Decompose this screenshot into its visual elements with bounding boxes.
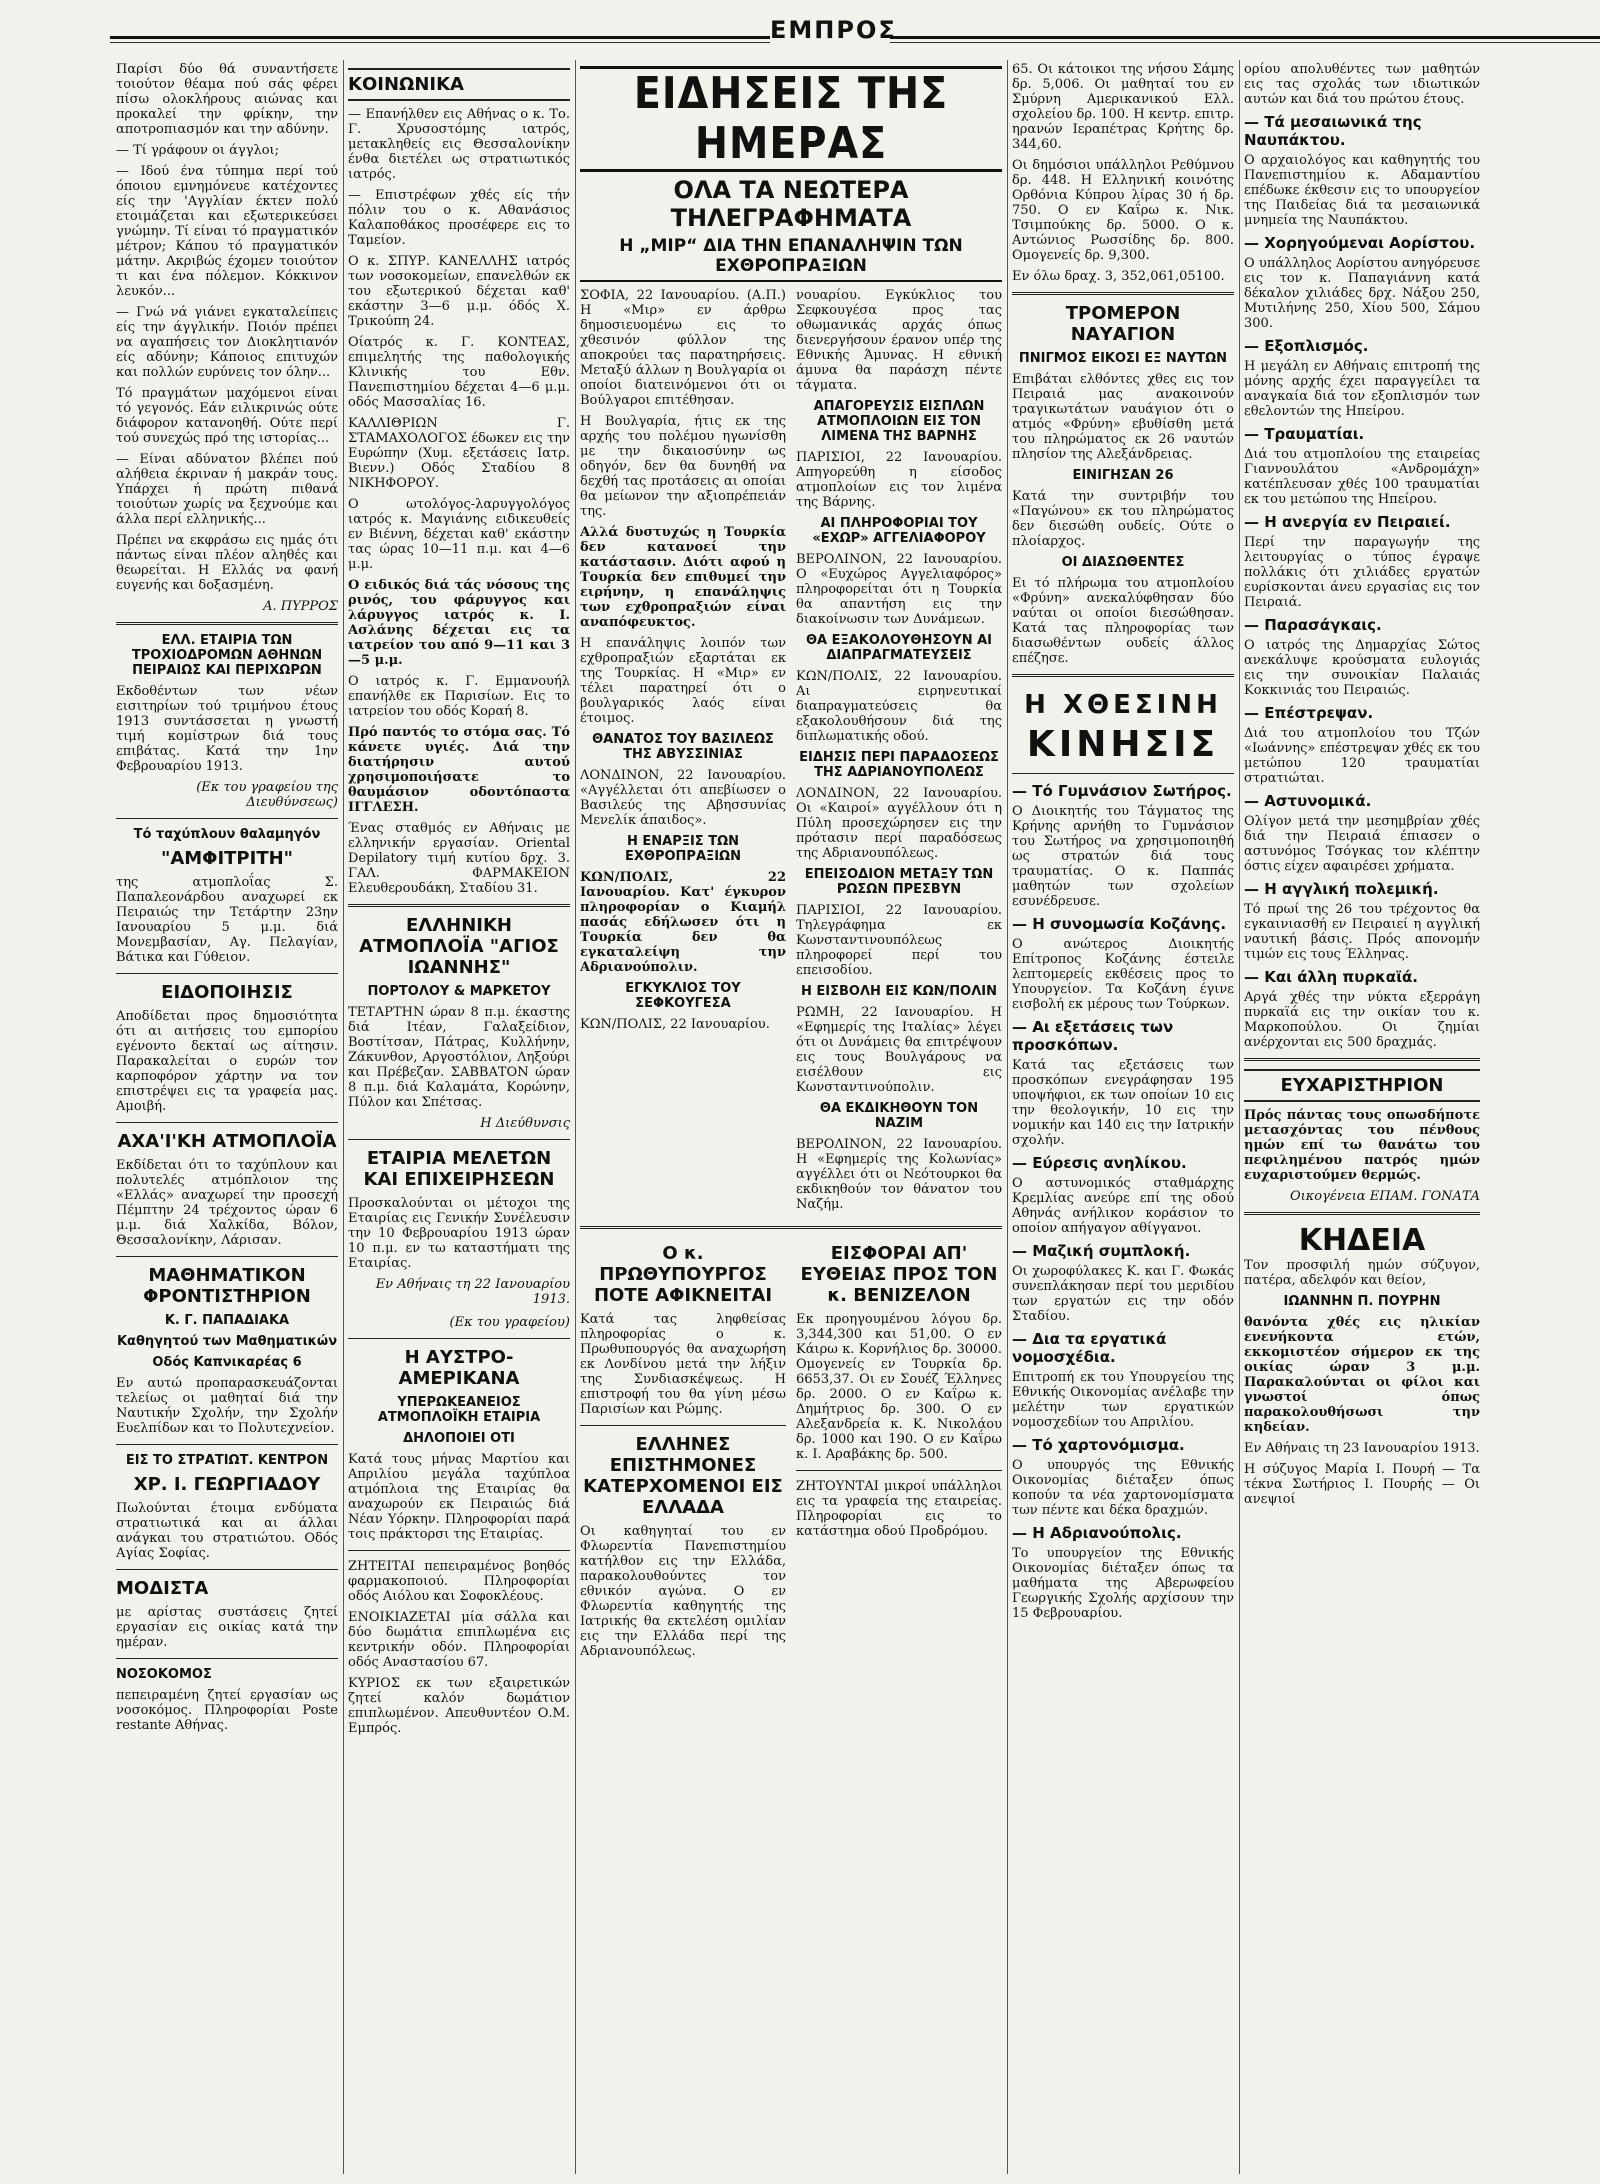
article-paragraph: Ολίγον μετά την μεσημβρίαν χθές διά την Πειραιά έπιασεν ο αστυνόμος Τσόγκας τον κλέπτην όστις είχεν αφαιρέσει χρήματα. (1244, 814, 1480, 874)
article-paragraph: Ο ιατρός της Δημαρχίας Σώτος ανεκάλυψε κρούσματα ευλογιάς εις την συνοικίαν Παλαιάς Κοκκινιάς του Πειραιώς. (1244, 638, 1480, 698)
news-paragraph: Η επανάληψις λοιπόν των εχθροπραξιών εξαρτάται εκ της Τουρκίας. Η «Μιρ» εν τέλει παρατηρεί ότι ο βουλγαρικός λαός είναι έτοιμος. (580, 636, 786, 726)
social-paragraph: Ο ιατρός κ. Γ. Εμμανουήλ επανήλθε εκ Παρισίων. Εις το ιατρείον του οδός Κοραή 8. (348, 674, 570, 719)
news-paragraph: ΡΩΜΗ, 22 Ιανουαρίου. Η «Εφημερίς της Ιταλίας» λέγει ότι οι Δυνάμεις θα επιτρέψουν εις τους Βουλγάρους να εισέλθουν εις Κωνσταντινούπολιν. (796, 1005, 1002, 1095)
ad-subtitle: ΠΟΡΤΟΛΟΥ & ΜΑΡΚΕΤΟΥ (367, 984, 551, 999)
column-rule (575, 60, 576, 2174)
article-paragraph: — Ιδού ένα τύπημα περί τού όποιου εμνημόνευε κατέχοντες είς την 'Αγγλίαν έκτεν πολύ ετοιμάζεται και εξωτερικεύσει γνώμην. Τί είναι τό πραγματικόν μέτρον; Κάπου τό πραγματικόν μάτην. Ακριβώς έχομεν τοιούτον τι και ένα πόλεμον. Κόκκινον λευκόν... (116, 164, 338, 299)
news-paragraph: ΚΩΝ/ΠΟΛΙΣ, 22 Ιανουαρίου. (580, 1017, 770, 1032)
news-lower-left (580, 1237, 786, 1665)
divider (116, 973, 338, 974)
divider (348, 1338, 570, 1339)
news-paragraph: ΚΩΝ/ΠΟΛΙΣ, 22 Ιανουαρίου. Αι ειρηνευτικαί διαπραγματεύσεις θα εξακολουθήσουν διά της διπλωματικής οδού. (796, 669, 1002, 744)
item-heading: — Επέστρεψαν. (1244, 704, 1374, 722)
news-subheading: Η ΕΝΑΡΞΙΣ ΤΩΝ ΕΧΘΡΟΠΡΑΞΙΩΝ (625, 834, 741, 864)
article-paragraph: Κατά τας εξετάσεις των προσκόπων ενεγράφησαν 195 υποψήφιοι, εκ των οποίων 10 εις την θεολογικήν, 10 εις την νομικήν και 140 εις την Ιατρικήν σχολήν. (1012, 1058, 1234, 1148)
news-subheading: ΘΑ ΕΚΔΙΚΗΘΟΥΝ ΤΟΝ ΝΑΖΙΜ (819, 1101, 979, 1131)
classified-ad: ΚΥΡΙΟΣ εκ των εξαιρετικών ζητεί καλόν δωμάτιον επιπλωμένον. Απευθυντέον Ο.Μ. Εμπρός. (348, 1676, 570, 1736)
news-paragraph: Αλλά δυστυχώς η Τουρκία δεν κατανοεί την κατάστασιν. Διότι αφού η Τουρκία δεν επιθυμεί την ειρήνην, η επανάληψις των εχθροπραξιών είναι αναπόφευκτος. (580, 525, 786, 630)
column-4 (1012, 62, 1234, 2176)
news-lower-right (796, 1237, 1002, 1665)
article-signature: Α. ΠΥΡΡΟΣ (263, 599, 338, 614)
item-heading: — Τραυματίαι. (1244, 425, 1365, 443)
ad-title: ΕΙΔΟΠΟΙΗΣΙΣ (161, 982, 293, 1003)
column-rule (1007, 60, 1008, 2174)
ad-text: ΤΕΤΑΡΤΗΝ ώραν 8 π.μ. έκαστης διά Ιτέαν, Γαλαξείδιον, Βοστίτσαν, Πάτρας, Κυλλήνην, Ζάκυνθον, Αργοστόλιον, Ληξούρι και Πρέβεζαν. ΣΑΒΒΑΤΟΝ ώραν 8 π.μ. διά Καλαμάτα, Κορώνην, Πύλον και Σπέτσας. (348, 1005, 570, 1110)
section-heading: ΚΟΙΝΩΝΙΚΑ (348, 68, 570, 101)
divider (116, 1569, 338, 1570)
article-paragraph: ορίου απολυθέντες των μαθητών εις τας σχολάς των ιδιωτικών αυτών και διά του πρώτου έτους. (1244, 62, 1480, 107)
article-paragraph: Το υπουργείον της Εθνικής Οικονομίας διέταξεν όπως τα μαθήματα της Αβερωφείου Γεωργικής Σχολής αρχίσουν την 15 Φεβρουαρίου. (1012, 1546, 1234, 1621)
news-headline: ΕΛΛΗΝΕΣ ΕΠΙΣΤΗΜΟΝΕΣ ΚΑΤΕΡΧΟΜΕΝΟΙ ΕΙΣ ΕΛΛΑΔΑ (583, 1434, 783, 1518)
article-paragraph: Διά του ατμοπλοίου της εταιρείας Γιαννουλάτου «Ανδρομάχη» κατέπλευσαν χθές 100 τραυματίαι εκ του μετώπου της Ηπείρου. (1244, 447, 1480, 507)
divider (116, 1122, 338, 1123)
divider (348, 1550, 570, 1551)
ad-title: ΜΟΔΙΣΤΑ (116, 1578, 209, 1599)
ad-text: πεπειραμένη ζητεί εργασίαν ως νοσοκόμος. Πληροφορίαι Poste restante Αθήνας. (116, 1688, 338, 1733)
article-paragraph: Διά του ατμοπλοίου του Τζών «Ιωάννης» επέστρεψαν χθές εκ του μετώπου 120 τραυματίαι στρατιώται. (1244, 726, 1480, 786)
social-paragraph: — Επανήλθεν εις Αθήνας ο κ. Το. Γ. Χρυσοστόμης ιατρός, μετακληθείς εις Θεσσαλονίκην ένθα διετέλει ως στρατιωτικός ιατρός. (348, 107, 570, 182)
article-paragraph: Επιτροπή εκ του Υπουργείου της Εθνικής Οικονομίας ανέλαβε την μελέτην των εργατικών νομοσχεδίων του Απριλίου. (1012, 1370, 1234, 1430)
social-paragraph: Ο κ. ΣΠΥΡ. ΚΑΝΕΛΛΗΣ ιατρός των νοσοκομείων, επανελθών εκ του εξωτερικού δέχεται καθ' εκάστην 3—6 μ.μ. όδός Χ. Τρικούπη 24. (348, 254, 570, 329)
social-paragraph: Ο ειδικός διά τάς νόσους της ρινός, του φάρυγγος και λάρυγγος ιατρός κ. Ι. Ασλάνης δέχεται εις τα ιατρείον του από 9—11 και 3—5 μ.μ. (348, 578, 570, 668)
divider (1244, 1058, 1480, 1061)
item-heading: — Εύρεσις ανηλίκου. (1012, 1154, 1187, 1172)
news-paragraph: ΒΕΡΟΛΙΝΟΝ, 22 Ιανουαρίου. Ο «Ευχώρος Αγγελιαφόρος» πληροφορείται ότι η Τουρκία θα απαντήση εις την διακοίνωσιν των Δυνάμεων. (796, 552, 1002, 627)
notice-signature: Οικογένεια ΕΠΑΜ. ΓΟΝΑΤΑ (1289, 1189, 1480, 1204)
divider (580, 1425, 786, 1426)
social-paragraph: — Επιστρέφων χθές είς τήν πόλιν του ο κ. Αθανάσιος Καλαποθάκος προσέφερε εις το Ταμείον. (348, 188, 570, 248)
divider (796, 1470, 1002, 1471)
article-paragraph: — Γνώ νά γιάνει εγκαταλείπεις είς την άγγλικήν. Ποιόν πρέπει να αγαπήσεις τον Διοκλητιανόν είς αδύνην; Κάποιος επιτυχών και πολλών ευρύνεις τον όλην... (116, 305, 338, 380)
news-headline: ΤΡΟΜΕΡΟΝ ΝΑΥΑΓΙΟΝ (1065, 303, 1181, 345)
masthead-title: ΕΜΠΡΟΣ (770, 16, 897, 44)
item-heading: — Χορηγούμεναι Αορίστου. (1244, 234, 1476, 252)
article-paragraph: Τό πρωί της 26 του τρέχοντος θα εγκαινιασθή εν Πειραιεί η αγγλική ναυτική βάσις. Πρός απονομήν τιμών εις τους Έλληνας. (1244, 902, 1480, 962)
item-heading: — Τό Γυμνάσιον Σωτήρος. (1012, 782, 1232, 800)
ad-title: Η ΑΥΣΤΡΟ-ΑΜΕΡΙΚΑΝΑ (398, 1347, 520, 1389)
ad-title: ΝΟΣΟΚΟΜΟΣ (116, 1667, 212, 1682)
social-paragraph: Ένας σταθμός εν Αθήναις με ελληνικήν εργασίαν. Oriental Depilatory τιμή κυτίου δρχ. 3. ΓΑΛ. ΦΑΡΜΑΚΕΙΟΝ Ελευθερουδάκη, Σταδίου 31. (348, 821, 570, 896)
news-headline: Ο κ. ΠΡΩΘΥΠΟΥΡΓΟΣ ΠΟΤΕ ΑΦΙΚΝΕΙΤΑΙ (593, 1243, 773, 1306)
news-paragraph: ΠΑΡΙΣΙΟΙ, 22 Ιανουαρίου. Απηγορεύθη η είσοδος ατμοπλοίων εις τον λιμένα της Βάρνης. (796, 450, 1002, 510)
item-heading: — Και άλλη πυρκαϊά. (1244, 968, 1418, 986)
news-left-column (580, 288, 786, 1218)
divider (1012, 773, 1234, 774)
article-paragraph: Ο Διοικητής του Τάγματος της Κρήνης αρνήθη το Γυμνάσιον του Σωτήρος να χρησιμοποιηθή ως στρατών διά τους τραυματίας. Ο κ. Παππάς μαθητών των σχολείων εσυνέδρευσε. (1012, 804, 1234, 909)
ad-text: με αρίστας συστάσεις ζητεί εργασίαν εις οικίας κατά την ημέραν. (116, 1605, 338, 1650)
news-paragraph: Η Βουλγαρία, ήτις εκ της αρχής του πολέμου ηγωνίσθη με την δικαιοσύνην ως οδηγόν, δεν θα δυνηθή να δεχθή τας προτάσεις αι οποίαι θα μείωνον την αξιοπρέπειάν της. (580, 414, 786, 519)
funeral-text: θανόντα χθές εις ηλικίαν ενενήκοντα ετών, εκκομιστέον σήμερον εκ της οικίας ώραν 3 μ.μ. Παρακαλούνται οι φίλοι και γνωστοί όπως παρακολουθήσωσι την κηδείαν. (1244, 1315, 1480, 1435)
column-3-news (580, 62, 1002, 2176)
column-rule (343, 60, 344, 2174)
news-paragraph: ΛΟΝΔΙΝΟΝ, 22 Ιανουαρίου. Οι «Καιροί» αγγέλλουν ότι η Πύλη προσεχώρησεν εις την πρότασιν περί παραδόσεως της Αδριανουπόλεως. (796, 786, 1002, 861)
news-headline: Η „ΜΙΡ“ ΔΙΑ ΤΗΝ ΕΠΑΝΑΛΗΨΙΝ ΤΩΝ ΕΧΘΡΟΠΡΑΞΙΩΝ (580, 236, 1002, 282)
item-heading: — Τά μεσαιωνικά της Ναυπάκτου. (1244, 113, 1422, 149)
article-paragraph: Οι χωροφύλακες Κ. και Γ. Φωκάς συνεπλάκησαν περί του μεριδίου των εργατών εις την οδόν Σταδίου. (1012, 1264, 1234, 1324)
article-paragraph: Οι δημόσιοι υπάλληλοι Ρεθύμνου δρ. 448. Η Ελληνική κοινότης Ορθόνια Κύπρου λίρας 30 ή δρ. 750. Ο εν Καΐρω κ. Νικ. Τσιμπούκης δρ. 5000. Ο κ. Αντώνιος Ρωσσίδης δρ. 800. Ομογενείς δρ. 9,300. (1012, 158, 1234, 263)
divider (580, 1226, 1002, 1229)
ad-pretitle: Τό ταχύπλουν θαλαμηγόν (133, 827, 321, 842)
news-subheading: ΕΠΕΙΣΟΔΙΟΝ ΜΕΤΑΞΥ ΤΩΝ ΡΩΣΩΝ ΠΡΕΣΒΥΝ (804, 867, 994, 897)
divider (116, 1444, 338, 1445)
news-lower-columns (580, 1237, 1002, 1665)
item-heading: — Η συνομωσία Κοζάνης. (1012, 915, 1227, 933)
ad-text: Εκδίδεται ότι το ταχύπλουν και πολυτελές ατμόπλοιον της «Ελλάς» αναχωρεί την προσεχή Πέμπτην 24 τρέχοντος ώραν 6 μ.μ. διά Χαλκίδα, Βόλον, Θεσσαλονίκην, Λάρισαν. (116, 1158, 338, 1248)
news-paragraph: ΣΟΦΙΑ, 22 Ιανουαρίου. (Α.Π.) Η «Μιρ» εν άρθρω δημοσιευομένω εις το χθεσινόν φύλλον της αποκρούει τας παρατηρήσεις. Μεταξύ άλλων η Βουλγαρία οι οποίοι διατεινόμενοι ότι οι Βούλγαροι επιτέθησαν. (580, 288, 786, 408)
item-heading: — Εξοπλισμός. (1244, 337, 1369, 355)
news-two-columns (580, 288, 1002, 1218)
ad-subtitle: Κ. Γ. ΠΑΠΑΔΙΑΚΑ (164, 1313, 290, 1328)
classified-ad: ΖΗΤΟΥΝΤΑΙ μικροί υπάλληλοι εις τα γραφεία της εταιρείας. Πληροφορίαι εις το κατάστημα οδού Προδρόμου. (796, 1479, 1002, 1539)
news-subheading: ΘΑ ΕΞΑΚΟΛΟΥΘΗΣΟΥΝ ΑΙ ΔΙΑΠΡΑΓΜΑΤΕΥΣΕΙΣ (805, 633, 993, 663)
ad-title: ΜΑΘΗΜΑΤΙΚΟΝ ΦΡΟΝΤΙΣΤΗΡΙΟΝ (143, 1265, 311, 1307)
article-paragraph: — Τί γράφουν οι άγγλοι; (116, 143, 280, 158)
ad-signature: Η Διεύθυνσις (480, 1116, 570, 1131)
news-subheading: ΕΓΚΥΚΛΙΟΣ ΤΟΥ ΣΕΦΚΟΥΓΕΣΑ (625, 981, 741, 1011)
article-paragraph: Παρίσι δύο θά συναντήσετε τοιούτον θέαμα πού σάς φέρει πίσω ολοκλήρους αιώνας και προκαλεί την φρίκην, την αποτροπιασμόν και την αδύνην. (116, 62, 338, 137)
news-subheading: ΘΑΝΑΤΟΣ ΤΟΥ ΒΑΣΙΛΕΩΣ ΤΗΣ ΑΒΥΣΣΙΝΙΑΣ (592, 732, 774, 762)
news-headline: ΕΙΣΦΟΡΑΙ ΑΠ' ΕΥΘΕΙΑΣ ΠΡΟΣ ΤΟΝ κ. ΒΕΝΙΖΕΛΟΝ (800, 1243, 998, 1306)
news-paragraph: ΛΟΝΔΙΝΟΝ, 22 Ιανουαρίου. «Αγγέλλεται ότι απεβίωσεν ο Βασιλεύς της Αβησσυνίας Μενελίκ άπαιδος». (580, 768, 786, 828)
social-paragraph: ΚΑΛΛΙΘΡΙΩΝ Γ. ΣΤΑΜΑΧΟΛΟΓΟΣ έδωκεν εις την Ευρώπην (Χυμ. εξετάσεις Ιατρ. Βιενν.) Οδός Σταδίου 8 ΝΙΚΗΦΟΡΟΥ. (348, 416, 570, 491)
column-rule (1239, 60, 1240, 2174)
news-paragraph: νουαρίου. Εγκύκλιος του Σεφκουγέσα προς τας οθωμανικάς αρχάς όπως διενεργήσουν έρανον υπέρ της Εθνικής Άμυνας. Η εθνική άμυνα θα παράσχη πέντε τάγματα. (796, 288, 1002, 393)
column-5 (1244, 62, 1480, 2176)
ad-text: Εκδοθέντων των νέων εισιτηρίων τού τριμήνου έτους 1913 συντάσσεται η γνωστή τιμή κομίστρων διά τους επιβάτας. Κατά την 1ην Φεβρουαρίου 1913. (116, 684, 338, 774)
article-paragraph: Ο υπάλληλος Αορίστου ανηγόρευσε εις τον κ. Παπαγιάννη κατά δέκαλον χιλιάδες δρχ. Νάξου 250, Μυτιλήνης 250, Χίου 500, Σάμου 300. (1244, 256, 1480, 331)
section-title: ΚΙΝΗΣΙΣ (1026, 724, 1220, 765)
social-paragraph: Οίατρός κ. Γ. ΚΟΝΤΕΑΣ, επιμελητής της παθολογικής Κλινικής του Εθν. Πανεπιστημίου δέχεται 4—6 μ.μ. οδός Μασσαλίας 16. (348, 335, 570, 410)
funeral-date: Εν Αθήναις τη 23 Ιανουαρίου 1913. (1244, 1441, 1480, 1456)
news-banner-title: ΕΙΔΗΣΕΙΣ ΤΗΣ ΗΜΕΡΑΣ (580, 66, 1002, 172)
item-heading: — Αστυνομικά. (1244, 792, 1372, 810)
news-subheading: ΕΙΝΙΓΗΣΑΝ 26 (1072, 468, 1174, 483)
news-subheading: Η ΕΙΣΒΟΛΗ ΕΙΣ ΚΩΝ/ΠΟΛΙΝ (800, 984, 997, 999)
article-paragraph: Η μεγάλη εν Αθήναις επιτροπή της μόνης αρχής έχει παραγγείλει τα αναγκαία διά τον εξοπλισμόν των εθελοντών της Ηπείρου. (1244, 359, 1480, 419)
ad-name: ΧΡ. Ι. ΓΕΩΡΓΙΑΔΟΥ (133, 1474, 321, 1495)
ad-title: ΕΤΑΙΡΙΑ ΜΕΛΕΤΩΝ ΚΑΙ ΕΠΙΧΕΙΡΗΣΕΩΝ (363, 1148, 555, 1190)
ad-subtitle: ΔΗΛΟΠΟΙΕΙ ΟΤΙ (403, 1431, 515, 1446)
divider (1012, 292, 1234, 295)
funeral-text: Τον προσφιλή ημών σύζυγον, πατέρα, αδελφόν και θείον, (1244, 1258, 1480, 1288)
classified-ad: ΖΗΤΕΙΤΑΙ πεπειραμένος βοηθός φαρμακοποιού. Πληροφορίαι οδός Αιόλου και Σοφοκλέους. (348, 1559, 570, 1604)
article-paragraph: Κατά την συντριβήν του «Παγώνου» εκ του πληρώματος δεν διεσώθη ουδείς. Ούτε ο πλοίαρχος. (1012, 489, 1234, 549)
item-heading: — Η Αδριανούπολις. (1012, 1524, 1182, 1542)
article-paragraph: 65. Οι κάτοικοι της νήσου Σάμης δρ. 5,006. Οι μαθηταί του εν Σμύρνη Αμερικανικού Ελλ. σχολείου δρ. 100. Η κεντρ. επιτρ. ηρανών Ιεραπέτρας Κρήτης δρ. 344,60. (1012, 62, 1234, 152)
news-paragraph: ΠΑΡΙΣΙΟΙ, 22 Ιανουαρίου. Τηλεγράφημα εκ Κωνσταντινουπόλεως πληροφορεί περί του επεισοδίου. (796, 903, 1002, 978)
ad-text: Πωλούνται έτοιμα ενδύματα στρατιωτικά και αι άλλαι ανάγκαι του στρατιώτου. Οδός Αγίας Σοφίας. (116, 1501, 338, 1561)
news-subheading: ΕΙΔΗΣΙΣ ΠΕΡΙ ΠΑΡΑΔΟΣΕΩΣ ΤΗΣ ΑΔΡΙΑΝΟΥΠΟΛΕΩΣ (799, 750, 999, 780)
ad-title: ΕΙΣ ΤΟ ΣΤΡΑΤΙΩΤ. ΚΕΝΤΡΟΝ (125, 1453, 329, 1468)
article-paragraph: Επιβάται ελθόντες χθες εις τον Πειραιά μας ανακοινούν τραγικωτάτων ναυάγιον ότι ο ατμός «Φρύνη» εβυθίσθη μετά του πληρώματος εκ 26 ναυτών πλησίον της Αλεξάνδρειας. (1012, 372, 1234, 462)
divider (348, 904, 570, 907)
news-right-column (796, 288, 1002, 1218)
column-1 (116, 62, 338, 2176)
item-heading: — Η ανεργία εν Πειραιεί. (1244, 513, 1451, 531)
ad-title: ΕΛΛΗΝΙΚΗ ΑΤΜΟΠΛΟΪΑ "ΑΓΙΟΣ ΙΩΑΝΝΗΣ" (359, 915, 559, 978)
divider (1244, 1212, 1480, 1215)
ad-signature: Εν Αθήναις τη 22 Ιανουαρίου 1913. (375, 1277, 570, 1307)
social-paragraph: Ο ωτολόγος-λαρυγγολόγος ιατρός κ. Μαγιάνης ειδικευθείς εν Βιέννη, δέχεται καθ' εκάστην τας ώρας 10—11 π.μ. και 4—6 μ.μ. (348, 497, 570, 572)
divider (116, 622, 338, 625)
ad-title: ΕΛΛ. ΕΤΑΙΡΙΑ ΤΩΝ ΤΡΟΧΙΟΔΡΟΜΩΝ ΑΘΗΝΩΝ ΠΕΙΡΑΙΩΣ ΚΑΙ ΠΕΡΙΧΩΡΩΝ (131, 633, 323, 678)
news-subheading: ΑΙ ΠΛΗΡΟΦΟΡΙΑΙ ΤΟΥ «ΕΧΩΡ» ΑΓΓΕΛΙΑΦΟΡΟΥ (812, 516, 986, 546)
item-heading: — Δια τα εργατικά νομοσχέδια. (1012, 1330, 1167, 1366)
item-heading: — Η αγγλική πολεμική. (1244, 880, 1439, 898)
article-paragraph: Τό πραγμάτων μαχόμενοι είναι τό γεγονός. Εάν ειλικρινώς ούτε διάφορον κατανοηθή. Ούτε περί τού συνεχώς πρό της ιστορίας... (116, 386, 338, 446)
article-paragraph: Ο υπουργός της Εθνικής Οικονομίας διέταξεν όπως κοπούν τα νέα χαρτονομίσματα των πέντε και δέκα δραχμών. (1012, 1458, 1234, 1518)
article-paragraph: Περί την παραγωγήν της λειτουργίας ο τύπος έγραψε πολλάκις ότι χιλιάδες εργατών ευρίσκονται άνευ εργασίας εις τον Πειραιά. (1244, 535, 1480, 610)
article-paragraph: Αργά χθές την νύκτα εξερράγη πυρκαϊά εις την οικίαν του κ. Μαρκοπούλου. Οι ζημίαι ανέρχονται εις 500 δραχμάς. (1244, 990, 1480, 1050)
news-subtitle: ΟΛΑ ΤΑ ΝΕΩΤΕΡΑ ΤΗΛΕΓΡΑΦΗΜΑΤΑ (670, 176, 912, 232)
item-heading: — Μαζική συμπλοκή. (1012, 1242, 1191, 1260)
ad-text: της ατμοπλοΐας Σ. Παπαλεονάρδου αναχωρεί εκ Πειραιώς την Τετάρτην 23ην Ιανουαρίου 5 μ.μ. διά Μονεμβασίαν, Αγ. Πελαγίαν, Βάτικα και Γύθειον. (116, 875, 338, 965)
divider (348, 1139, 570, 1140)
ad-address: Οδός Καπνικαρέας 6 (152, 1355, 302, 1370)
article-paragraph: Ο αρχαιολόγος και καθηγητής του Πανεπιστημίου κ. Αδαμαντίου επέδωκε έκθεσιν εις το υπουργείον της Παιδείας διά τα μεσαιωνικά μνημεία της Ναυπάκτου. (1244, 153, 1480, 228)
news-paragraph: Οι καθηγηταί του εν Φλωρεντία Πανεπιστημίου κατήλθον εις την Ελλάδα, παρακολουθούντες τον εθνικόν αγώνα. Ο εν Φλωρεντία καθηγητής της Ιατρικής θα εκτελέση ομιλίαν εις την Ελλάδα περί της Αδριανουπόλεως. (580, 1524, 786, 1659)
section-title: Η ΧΘΕΣΙΝΗ (1024, 690, 1222, 720)
divider (1012, 674, 1234, 677)
news-subheading: ΑΠΑΓΟΡΕΥΣΙΣ ΕΙΣΠΛΩΝ ΑΤΜΟΠΛΟΙΩΝ ΕΙΣ ΤΟΝ ΛΙΜΕΝΑ ΤΗΣ ΒΑΡΝΗΣ (813, 399, 985, 444)
news-paragraph: ΒΕΡΟΛΙΝΟΝ, 22 Ιανουαρίου. Η «Εφημερίς της Κολωνίας» αγγέλλει ότι οι Νεότουρκοι θα εκδικηθούν τον θάνατον του Ναζήμ. (796, 1137, 1002, 1212)
divider (116, 1256, 338, 1257)
deceased-name: ΙΩΑΝΝΗΝ Π. ΠΟΥΡΗΝ (1283, 1294, 1441, 1309)
item-heading: — Τό χαρτονόμισμα. (1012, 1436, 1185, 1454)
ad-text: Εν αυτώ προπαρασκευάζονται τελείως οι μαθηταί διά την Ναυτικήν Σχολήν, την Σχολήν Ευελπίδων και το Πολυτεχνείον. (116, 1376, 338, 1436)
news-subheading: ΟΙ ΔΙΑΣΩΘΕΝΤΕΣ (1061, 555, 1185, 570)
news-subheading: ΠΝΙΓΜΟΣ ΕΙΚΟΣΙ ΕΞ ΝΑΥΤΩΝ (1018, 351, 1228, 366)
social-paragraph: Πρό παντός το στόμα σας. Τό κάνετε υγιές. Διά την διατήρησιν αυτού χρησιμοποιήσατε το θαυμάσιον οδοντόπαστα ΙΓΓΛΕΣΗ. (348, 725, 570, 815)
article-paragraph: Ο αστυνομικός σταθμάρχης Κρεμλίας ανεύρε επί της οδού Αθηνάς ανήλικον κοράσιον το οποίον απήγαγον αθίγγανοι. (1012, 1176, 1234, 1236)
item-heading: — Αι εξετάσεις των προσκόπων. (1012, 1018, 1174, 1054)
funeral-notice-title: ΚΗΔΕΙΑ (1298, 1223, 1426, 1258)
ad-text: Κατά τους μήνας Μαρτίου και Απριλίου μεγάλα ταχύπλοα ατμόπλοια της Εταιρίας θα αναχωρούν εκ Πειραιώς διά Νέαν Υόρκην. Πληροφορίαι παρά τοις πράκτορσι της Εταιρίας. (348, 1452, 570, 1542)
notice-title: ΕΥΧΑΡΙΣΤΗΡΙΟΝ (1244, 1069, 1480, 1102)
classified-ad: ΕΝΟΙΚΙΑΖΕΤΑΙ μία σάλλα και δύο δωμάτια επιπλωμένα εις κεντρικήν οδόν. Πληροφορίαι οδός Αναστασίου 67. (348, 1610, 570, 1670)
notice-text: Πρός πάντας τους οπωσδήποτε μετασχόντας του πένθους ημών επί τω θανάτω του πεφιλημένου πατρός ημών ευχαριστούμεν θερμώς. (1244, 1108, 1480, 1183)
news-paragraph: ΚΩΝ/ΠΟΛΙΣ, 22 Ιανουαρίου. Κατ' έγκυρον πληροφορίαν ο Κιαμήλ πασάς εδήλωσεν ότι η Τουρκία δεν θα εγκαταλείψη την Αδριανούπολιν. (580, 870, 786, 975)
column-2 (348, 62, 570, 2176)
divider (116, 1658, 338, 1659)
ad-subtitle: Καθηγητού των Μαθηματικών (116, 1334, 338, 1349)
ad-text: Προσκαλούνται οι μέτοχοι της Εταιρίας εις Γενικήν Συνέλευσιν την 10 Φεβρουαρίου 1913 ώραν 10 π.μ. εν τω καταστήματι της Εταιρίας. (348, 1196, 570, 1271)
news-paragraph: Κατά τας ληφθείσας πληροφορίας ο κ. Πρωθυπουργός θα αναχωρήση εκ Λονδίνου μετά την λήξιν της Συνδιασκέψεως. Η επιστροφή του θα γίνη μέσω Παρισίων και Ρώμης. (580, 1312, 786, 1417)
ad-subtitle: ΥΠΕΡΩΚΕΑΝΕΙΟΣ ΑΤΜΟΠΛΟΪΚΗ ΕΤΑΙΡΙΑ (377, 1395, 541, 1425)
article-paragraph: Εν όλω δραχ. 3, 352,061,05100. (1012, 269, 1225, 284)
article-paragraph: Πρέπει να εκφράσω εις ημάς ότι πάντως είναι πλέον αληθές και θεωρείται. Η Ελλάς να φανή ευγενής και δοξασμένη. (116, 533, 338, 593)
article-paragraph: Ει τό πλήρωμα του ατμοπλοίου «Φρύνη» ανεκαλύφθησαν δύο ναύται οι οποίοι διεσώθησαν. Κατά τας πληροφορίας των διασωθέντων ουδείς άλλος επέζησε. (1012, 576, 1234, 666)
ad-title: ΑΧΑ'Ι'ΚΗ ΑΤΜΟΠΛΟΪΑ (117, 1131, 337, 1152)
divider (116, 818, 338, 819)
ad-title: "ΑΜΦΙΤΡΙΤΗ" (160, 848, 294, 869)
ad-signature: (Εκ του γραφείου) (449, 1315, 570, 1330)
ad-signature: (Εκ του γραφείου της Διευθύνσεως) (196, 780, 338, 810)
article-paragraph: Ο ανώτερος Διοικητής Επίτροπος Κοζάνης έστειλε λεπτομερείς εκθέσεις προς το Υπουργείον. Τα Κοζάνη έγινε εισβολή εκ μέρους των Τούρκων. (1012, 937, 1234, 1012)
news-paragraph: Εκ προηγουμένου λόγου δρ. 3,344,300 και 51,00. Ο εν Κάιρω κ. Κορνήλιος δρ. 30000. Ομογενείς εν Τουρκία δρ. 6653,37. Οι εν Σουέζ Έλληνες δρ. 2000. Ο εν Καΐρω κ. Δημήτριος δρ. 300. Ο εν Αλεξανδρεία κ. Κ. Νικολάου δρ. 1000 και 190. Ο εν Καΐρω κ. Ι. Αραβάκης δρ. 500. (796, 1312, 1002, 1462)
item-heading: — Παρασάγκαις. (1244, 616, 1382, 634)
ad-text: Αποδίδεται προς δημοσιότητα ότι αι αιτήσεις του εμπορίου εγένοντο δεκταί ως αίτησιν. Παρακαλείται ο ευρών τον καρποφόρον χάρτην να τον επιστρέψει εις τα γραφεία μας. Αμοιβή. (116, 1009, 338, 1114)
funeral-signers: Η σύζυγος Μαρία Ι. Πουρή — Τα τέκνα Σωτήριος Ι. Πουρής — Οι ανεψιοί (1244, 1462, 1480, 1507)
article-paragraph: — Είναι αδύνατον βλέπει πού αλήθεια έκριναν ή μακράν τους. Υπάρχει ή πρώτη πιθανά τοιούτων χωρίς να ξεχνούμε και άλλα περί ελληνικής... (116, 452, 338, 527)
